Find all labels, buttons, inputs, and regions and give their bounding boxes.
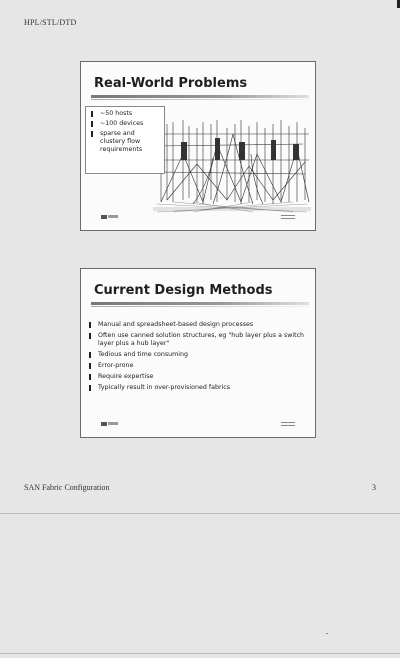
footer-title: SAN Fabric Configuration <box>24 483 110 492</box>
title-underline <box>91 302 309 305</box>
page-number: 3 <box>372 483 376 492</box>
bullet-icon <box>89 374 91 380</box>
bullet-icon <box>89 333 91 339</box>
footer-tag-icon <box>281 215 295 221</box>
bullet-icon <box>89 322 91 328</box>
title-underline <box>91 95 309 98</box>
list-item: Error-prone <box>88 362 310 370</box>
network-topology-diagram <box>153 114 311 214</box>
slide-title: Current Design Methods <box>94 283 273 298</box>
slide-real-world-problems <box>80 61 316 231</box>
footer-tag-icon <box>281 422 295 428</box>
bullet-list <box>90 110 161 154</box>
bullet-list <box>88 321 310 395</box>
page-header: HPL/STL/DTD <box>24 18 77 27</box>
list-item: sparse and clustery flow requirements <box>90 130 161 154</box>
scan-divider <box>0 513 400 514</box>
scan-speck <box>326 633 328 634</box>
bullet-icon <box>91 131 93 137</box>
list-item: Typically result in over-provisioned fabrics <box>88 384 310 392</box>
list-item: Tedious and time consuming <box>88 351 310 359</box>
list-item: Manual and spreadsheet-based design processes <box>88 321 310 329</box>
bullet-icon <box>89 363 91 369</box>
hp-logo-icon <box>101 421 119 426</box>
hp-logo-icon <box>101 214 119 219</box>
page-footer <box>24 483 376 492</box>
bullet-icon <box>89 385 91 391</box>
title-underline-thin <box>91 306 309 307</box>
list-item: ~50 hosts <box>90 110 161 118</box>
title-underline-thin <box>91 99 309 100</box>
slide-current-design-methods <box>80 268 316 438</box>
bullet-icon <box>91 121 93 127</box>
list-item: ~100 devices <box>90 120 161 128</box>
scan-divider-bottom <box>0 653 400 654</box>
bullet-icon <box>91 111 93 117</box>
bullet-callout-box <box>85 106 165 174</box>
bullet-icon <box>89 352 91 358</box>
list-item: Require expertise <box>88 373 310 381</box>
list-item: Often use canned solution structures, eg "hub layer plus a switch layer plus a hub layer" <box>88 332 310 348</box>
slide-title: Real-World Problems <box>94 76 248 91</box>
